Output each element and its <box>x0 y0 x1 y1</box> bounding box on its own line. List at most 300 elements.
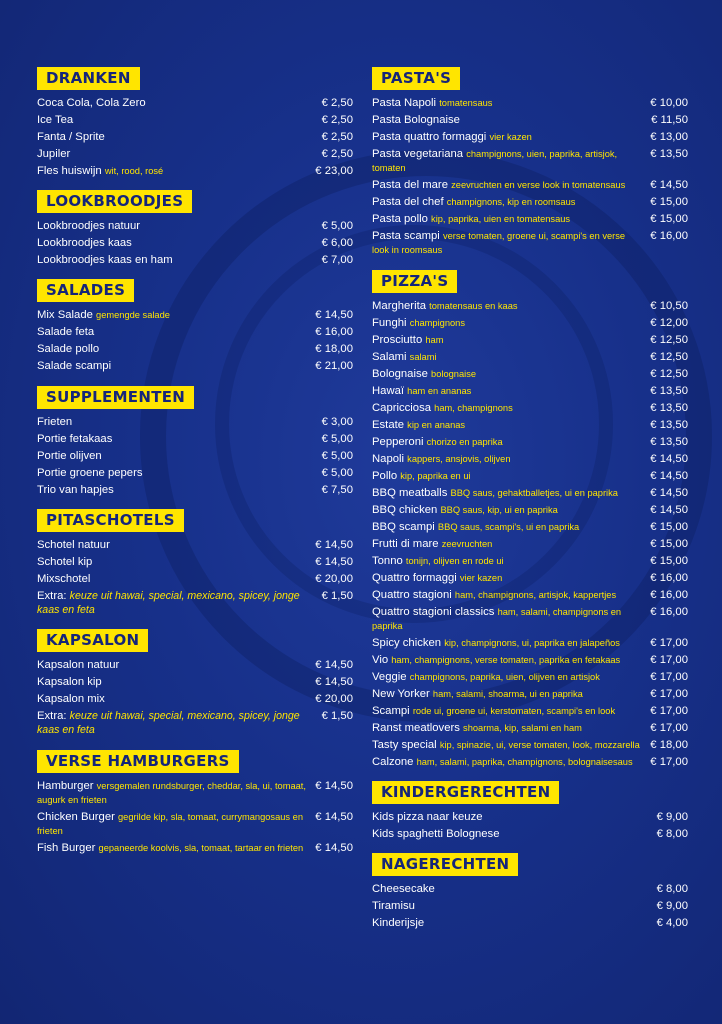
menu-item-price: € 2,50 <box>321 148 353 160</box>
menu-item-name-wrap <box>37 147 313 161</box>
menu-item <box>372 899 688 913</box>
right-column <box>372 67 688 942</box>
menu-item-name: Pasta Bolognaise <box>372 114 460 126</box>
menu-item <box>37 466 353 480</box>
menu-item-name-wrap <box>37 589 313 617</box>
menu-item-price: € 23,00 <box>315 165 353 177</box>
menu-item-name-wrap <box>372 704 648 718</box>
menu-item-description: kip, paprika, uien en tomatensaus <box>431 214 571 225</box>
menu-item-description: salami <box>409 351 437 362</box>
menu-item-name: BBQ meatballs <box>372 486 448 499</box>
menu-item-name-wrap <box>37 432 313 446</box>
section-header: PIZZA'S <box>372 270 457 293</box>
menu-item-description: BBQ saus, gehaktballetjes, ui en paprika <box>450 487 618 498</box>
menu-item-name-wrap <box>372 178 648 192</box>
menu-item-name-wrap <box>372 537 648 551</box>
menu-item-name-wrap <box>37 113 313 127</box>
menu-item <box>37 555 353 569</box>
menu-item <box>372 178 688 192</box>
menu-item-description: ham, salami, champignons en paprika <box>372 606 622 631</box>
menu-item-price: € 17,00 <box>650 755 688 768</box>
menu-item <box>37 253 353 267</box>
menu-item-name: Pasta quattro formaggi <box>372 131 487 143</box>
menu-item-name: Coca Cola, Cola Zero <box>37 97 146 109</box>
menu-item <box>37 658 353 672</box>
menu-item-description: tonijn, olijven en rode ui <box>405 555 504 566</box>
menu-item-name-wrap <box>37 342 313 356</box>
menu-item-description: champignons, paprika, uien, olijven en artisjok <box>409 671 600 682</box>
menu-item-description: vier kazen <box>489 132 532 142</box>
menu-item-name: Pasta scampi <box>372 230 440 243</box>
menu-item-description: versgemalen rundsburger, cheddar, sla, ui, tomaat, augurk en frieten <box>37 780 306 805</box>
menu-item-name: BBQ chicken <box>372 503 438 516</box>
menu-item <box>372 605 688 633</box>
menu-item-price: € 20,00 <box>315 693 353 706</box>
menu-item <box>37 589 353 617</box>
menu-item <box>372 810 688 824</box>
menu-item-price: € 11,50 <box>651 114 688 126</box>
menu-item-name-wrap <box>37 219 313 233</box>
menu-item-price: € 15,00 <box>650 537 688 550</box>
menu-item-name-wrap <box>372 452 648 466</box>
menu-item-description: gepaneerde koolvis, sla, tomaat, tartaar en frieten <box>98 843 304 854</box>
menu-section-kindergerechten <box>372 781 688 841</box>
menu-item-name: Kapsalon kip <box>37 676 102 689</box>
menu-item <box>37 130 353 144</box>
menu-item-price: € 13,00 <box>650 131 688 143</box>
menu-item-name-wrap <box>372 636 648 650</box>
menu-item-description: verse tomaten, groene ui, scampi's en verse look in roomsaus <box>372 231 626 256</box>
menu-item-name-wrap <box>372 503 648 517</box>
menu-item-name: Mixschotel <box>37 572 91 585</box>
menu-item-price: € 14,50 <box>315 538 353 551</box>
menu-item-name-wrap <box>37 810 313 838</box>
menu-item <box>372 520 688 534</box>
menu-item-price: € 20,00 <box>315 572 353 585</box>
menu-item <box>372 229 688 257</box>
menu-item-price: € 14,50 <box>315 779 353 792</box>
menu-item-price: € 14,50 <box>650 486 688 499</box>
menu-item-name-wrap <box>37 675 313 689</box>
menu-item <box>372 670 688 684</box>
menu-item-name-wrap <box>372 605 648 633</box>
menu-item <box>372 738 688 752</box>
menu-item-name: Spicy chicken <box>372 636 442 649</box>
menu-item <box>372 96 688 110</box>
menu-item-price: € 14,50 <box>650 469 688 482</box>
menu-item-name: Fles huiswijn <box>37 165 102 177</box>
menu-item <box>37 325 353 339</box>
section-header: KAPSALON <box>37 629 148 652</box>
menu-item-price: € 16,00 <box>650 571 688 584</box>
menu-section-lookbroodjes <box>37 190 353 267</box>
menu-item <box>372 588 688 602</box>
menu-item-name-wrap <box>372 195 648 209</box>
menu-item-name-wrap <box>372 367 648 381</box>
menu-item-name-wrap <box>37 253 313 267</box>
menu-item <box>372 687 688 701</box>
section-header: NAGERECHTEN <box>372 853 518 876</box>
menu-item-price: € 12,50 <box>650 367 688 380</box>
menu-section-salades <box>37 279 353 373</box>
menu-item <box>372 384 688 398</box>
menu-item-name-wrap <box>372 827 648 841</box>
menu-item-name: Funghi <box>372 316 407 329</box>
menu-item-name: Salade pollo <box>37 343 100 356</box>
menu-item <box>37 236 353 250</box>
menu-item-name-wrap <box>372 469 648 483</box>
menu-item-name: Pasta vegetariana <box>372 148 464 160</box>
menu-item <box>37 810 353 838</box>
menu-item <box>372 452 688 466</box>
menu-item-description: kip, paprika en ui <box>400 470 471 481</box>
menu-item-description: wit, rood, rosé <box>104 166 164 176</box>
menu-item-name: Kids spaghetti Bolognese <box>372 828 500 841</box>
menu-item <box>37 538 353 552</box>
menu-item-description: kip en ananas <box>407 419 466 430</box>
menu-item-name: Quattro stagioni <box>372 588 452 601</box>
menu-item-name-wrap <box>372 384 648 398</box>
menu-item-price: € 9,00 <box>656 811 688 824</box>
menu-item-price: € 14,50 <box>315 676 353 689</box>
menu-item <box>372 435 688 449</box>
menu-item-description: ham, champignons, verse tomaten, paprika en fetakaas <box>391 654 621 665</box>
menu-item-name: Ice Tea <box>37 114 74 126</box>
menu-item-price: € 15,00 <box>650 213 688 226</box>
menu-item-name: Cheesecake <box>372 883 435 896</box>
menu-item-name-wrap <box>372 96 648 110</box>
menu-item-name-wrap <box>372 333 648 347</box>
menu-item-price: € 14,50 <box>315 309 353 322</box>
menu-item <box>372 486 688 500</box>
menu-item <box>372 469 688 483</box>
menu-item-name: Hawaï <box>372 384 405 397</box>
section-header: SUPPLEMENTEN <box>37 386 194 409</box>
menu-item-price: € 16,00 <box>650 588 688 601</box>
menu-item-name: Tonno <box>372 554 403 567</box>
menu-item <box>372 882 688 896</box>
menu-item-name: Jupiler <box>37 148 71 160</box>
menu-item-price: € 13,50 <box>650 418 688 431</box>
menu-item-description: vier kazen <box>459 572 503 583</box>
menu-item-price: € 14,50 <box>315 810 353 823</box>
menu-item-name: Kids pizza naar keuze <box>372 811 483 824</box>
menu-item-name-wrap <box>372 418 648 432</box>
menu-item-description: ham, champignons <box>434 402 513 413</box>
menu-item-name-wrap <box>37 841 313 855</box>
menu-item-description: kip, spinazie, ui, verse tomaten, look, mozzarella <box>439 739 640 750</box>
menu-item-description: chorizo en paprika <box>426 436 503 447</box>
menu-item-name: Salade scampi <box>37 360 112 373</box>
menu-item-price: € 21,00 <box>315 360 353 373</box>
menu-item-name: Salami <box>372 350 407 363</box>
menu-item-name-wrap <box>37 164 313 178</box>
menu-section-nagerechten <box>372 853 688 930</box>
menu-item <box>372 755 688 769</box>
menu-item-name-wrap <box>372 554 648 568</box>
menu-item-price: € 4,00 <box>656 917 688 930</box>
menu-item-price: € 15,00 <box>650 196 688 209</box>
menu-item-name: Pasta Napoli <box>372 97 437 109</box>
menu-item-price: € 14,50 <box>315 555 353 568</box>
menu-item-price: € 17,00 <box>650 653 688 666</box>
menu-item-name: BBQ scampi <box>372 520 435 533</box>
menu-item-name: Fish Burger <box>37 842 96 855</box>
menu-item-name-wrap <box>372 653 648 667</box>
menu-item <box>37 779 353 807</box>
menu-item-price: € 9,00 <box>656 900 688 913</box>
menu-item-name: Pepperoni <box>372 435 424 448</box>
menu-item-name: Napoli <box>372 452 405 465</box>
menu-item-description: BBQ saus, kip, ui en paprika <box>440 504 558 515</box>
menu-item-name: New Yorker <box>372 687 430 700</box>
menu-item-name-wrap <box>372 316 648 330</box>
section-header: PASTA'S <box>372 67 460 90</box>
section-header: PITASCHOTELS <box>37 509 184 532</box>
menu-item-name: Hamburger <box>37 779 94 792</box>
menu-item-price: € 14,50 <box>650 452 688 465</box>
menu-item-price: € 17,00 <box>650 721 688 734</box>
menu-item-name-wrap <box>37 130 313 144</box>
menu-item-price: € 12,50 <box>650 350 688 363</box>
menu-item-extra-options: keuze uit hawai, special, mexicano, spicey, jonge kaas en feta <box>37 589 300 617</box>
menu-item-price: € 16,00 <box>315 326 353 339</box>
menu-item-name-wrap <box>372 147 648 175</box>
menu-item-description: ham, salami, paprika, champignons, bolognaisesaus <box>416 756 633 767</box>
menu-item-description: zeevruchten en verse look in tomatensaus <box>451 180 626 191</box>
menu-item-name: Tasty special <box>372 738 437 751</box>
menu-item-name: Capricciosa <box>372 401 432 414</box>
menu-item <box>37 147 353 161</box>
menu-item-price: € 17,00 <box>650 687 688 700</box>
menu-item-name-wrap <box>37 449 313 463</box>
menu-item-description: BBQ saus, scampi's, ui en paprika <box>437 521 580 532</box>
menu-item-name-wrap <box>372 738 648 752</box>
menu-item <box>372 212 688 226</box>
menu-item <box>37 432 353 446</box>
menu-item-description: gemengde salade <box>96 310 170 321</box>
menu-item-description: champignons, uien, paprika, artisjok, tomaten <box>372 149 618 174</box>
menu-item <box>372 537 688 551</box>
menu-item <box>372 704 688 718</box>
menu-item-price: € 17,00 <box>650 636 688 649</box>
left-column <box>37 67 353 867</box>
menu-section-supplementen <box>37 386 353 497</box>
menu-item-name-wrap <box>37 572 313 586</box>
menu-item-name: Quattro formaggi <box>372 571 457 584</box>
menu-item <box>37 841 353 855</box>
menu-item-price: € 13,50 <box>650 384 688 397</box>
menu-item-name-wrap <box>37 709 313 737</box>
menu-item-name-wrap <box>37 779 313 807</box>
menu-section-pizza-s <box>372 270 688 769</box>
menu-item-name: Ranst meatlovers <box>372 721 460 734</box>
menu-item <box>372 333 688 347</box>
menu-item-name: Salade feta <box>37 326 95 339</box>
menu-item-name: Estate <box>372 418 405 431</box>
menu-item-description: bolognaise <box>431 368 477 379</box>
menu-item <box>372 147 688 175</box>
menu-item-name-wrap <box>372 350 648 364</box>
menu-item-price: € 5,00 <box>321 449 353 462</box>
menu-item-price: € 16,00 <box>650 230 688 243</box>
menu-item-name: Fanta / Sprite <box>37 131 105 143</box>
menu-item-name: Bolognaise <box>372 367 428 380</box>
menu-item-extra-options: keuze uit hawai, special, mexicano, spicey, jonge kaas en feta <box>37 710 300 737</box>
menu-item-description: champignons, kip en roomsaus <box>446 197 576 208</box>
menu-item-name-wrap <box>37 415 313 429</box>
menu-item-name: Portie olijven <box>37 449 102 462</box>
menu-item-name-wrap <box>372 486 648 500</box>
section-header: SALADES <box>37 279 134 302</box>
menu-item-name-wrap <box>372 670 648 684</box>
menu-item-name-wrap <box>372 113 648 127</box>
menu-item-price: € 15,00 <box>650 520 688 533</box>
menu-item-name-wrap <box>37 658 313 672</box>
menu-item-name: Pasta pollo <box>372 213 428 226</box>
menu-item-price: € 5,00 <box>321 466 353 479</box>
menu-item-name-wrap <box>37 466 313 480</box>
menu-item <box>372 316 688 330</box>
menu-item-name: Lookbroodjes kaas <box>37 237 132 250</box>
menu-item <box>372 350 688 364</box>
menu-item-price: € 5,00 <box>321 220 353 233</box>
menu-item-price: € 18,00 <box>315 343 353 356</box>
menu-item-price: € 13,50 <box>650 435 688 448</box>
menu-item <box>37 483 353 497</box>
menu-item-description: ham, champignons, artisjok, kappertjes <box>454 589 617 600</box>
menu-item-name: Schotel kip <box>37 555 93 568</box>
menu-item-description: gegrilde kip, sla, tomaat, currymangosaus en frieten <box>37 811 303 837</box>
menu-item-name: Mix Salade <box>37 309 93 322</box>
menu-item-price: € 1,50 <box>321 710 353 723</box>
menu-item-name-wrap <box>372 687 648 701</box>
menu-item-name: Extra: <box>37 710 67 723</box>
menu-item-description: tomatensaus en kaas <box>429 300 518 311</box>
menu-item-description: kip, champignons, ui, paprika en jalapeños <box>444 637 620 648</box>
menu-item-name-wrap <box>37 236 313 250</box>
menu-item-price: € 17,00 <box>650 704 688 717</box>
menu-item <box>37 709 353 737</box>
menu-item-price: € 14,50 <box>650 179 688 192</box>
menu-item <box>372 571 688 585</box>
menu-item-price: € 7,50 <box>321 483 353 496</box>
menu-item <box>372 916 688 930</box>
menu-item-name: Pollo <box>372 469 398 482</box>
menu-item-name: Prosciutto <box>372 333 423 346</box>
menu-item-name: Kapsalon mix <box>37 693 105 706</box>
menu-item <box>372 503 688 517</box>
menu-item-name-wrap <box>37 483 313 497</box>
menu-item <box>372 299 688 313</box>
menu-item-name: Chicken Burger <box>37 810 115 823</box>
menu-item-price: € 7,00 <box>321 254 353 267</box>
menu-item <box>37 359 353 373</box>
section-header: DRANKEN <box>37 67 140 90</box>
menu-item-price: € 10,50 <box>650 299 688 312</box>
section-header: VERSE HAMBURGERS <box>37 750 239 773</box>
menu-item <box>372 367 688 381</box>
menu-item-price: € 8,00 <box>656 883 688 896</box>
menu-item <box>372 195 688 209</box>
menu-item-name-wrap <box>37 538 313 552</box>
menu-item-name: Scampi <box>372 704 410 717</box>
menu-item-name: Tiramisu <box>372 900 415 913</box>
menu-item-name: Frieten <box>37 415 73 428</box>
menu-item-name: Vio <box>372 653 389 666</box>
menu-item-name: Pasta del mare <box>372 179 448 192</box>
menu-item-name-wrap <box>372 810 648 824</box>
menu-item-name-wrap <box>37 96 313 110</box>
menu-item <box>37 164 353 178</box>
menu-item-price: € 13,50 <box>650 401 688 414</box>
menu-item-name-wrap <box>372 435 648 449</box>
menu-item <box>372 130 688 144</box>
menu-item-name: Calzone <box>372 755 414 768</box>
menu-item-name-wrap <box>372 571 648 585</box>
menu-item-name-wrap <box>372 299 648 313</box>
menu-item-name: Kinderijsje <box>372 917 425 930</box>
menu-item-price: € 14,50 <box>650 503 688 516</box>
menu-item <box>372 827 688 841</box>
menu-section-pitaschotels <box>37 509 353 617</box>
menu-item-price: € 6,00 <box>321 237 353 250</box>
menu-item-price: € 12,50 <box>650 333 688 346</box>
menu-item-price: € 2,50 <box>321 131 353 143</box>
menu-item <box>372 418 688 432</box>
menu-item <box>372 113 688 127</box>
menu-item-price: € 2,50 <box>321 114 353 126</box>
menu-item <box>37 449 353 463</box>
menu-item-price: € 13,50 <box>650 148 688 160</box>
menu-item <box>37 342 353 356</box>
menu-item-name: Schotel natuur <box>37 538 110 551</box>
menu-item-name: Pasta del chef <box>372 196 444 209</box>
menu-item-price: € 2,50 <box>321 97 353 109</box>
menu-item <box>37 308 353 322</box>
menu-item-name: Lookbroodjes kaas en ham <box>37 254 173 267</box>
menu-item-name-wrap <box>37 308 313 322</box>
menu-item-name: Quattro stagioni classics <box>372 605 495 618</box>
menu-item-price: € 17,00 <box>650 670 688 683</box>
menu-item-name-wrap <box>372 401 648 415</box>
menu-item-name-wrap <box>372 916 648 930</box>
menu-item <box>372 636 688 650</box>
menu-item-description: ham en ananas <box>407 385 472 396</box>
menu-item-name-wrap <box>37 692 313 706</box>
menu-item-price: € 14,50 <box>315 659 353 672</box>
menu-item-description: shoarma, kip, salami en ham <box>463 722 582 733</box>
menu-item-name: Trio van hapjes <box>37 483 114 496</box>
menu-item-description: champignons <box>409 317 465 328</box>
menu-item-name: Portie fetakaas <box>37 432 113 445</box>
menu-item-name: Frutti di mare <box>372 537 439 550</box>
section-header: KINDERGERECHTEN <box>372 781 559 804</box>
menu-item <box>372 653 688 667</box>
menu-item <box>37 415 353 429</box>
menu-item <box>37 96 353 110</box>
menu-item-name-wrap <box>372 755 648 769</box>
menu-item-description: ham, salami, shoarma, ui en paprika <box>432 688 583 699</box>
menu-section-kapsalon <box>37 629 353 737</box>
menu-item <box>37 113 353 127</box>
menu-item <box>37 219 353 233</box>
menu-item-price: € 3,00 <box>321 415 353 428</box>
menu-item-name-wrap <box>372 588 648 602</box>
menu-item-description: tomatensaus <box>439 98 493 108</box>
menu-item-price: € 14,50 <box>315 842 353 855</box>
menu-item-name-wrap <box>37 555 313 569</box>
